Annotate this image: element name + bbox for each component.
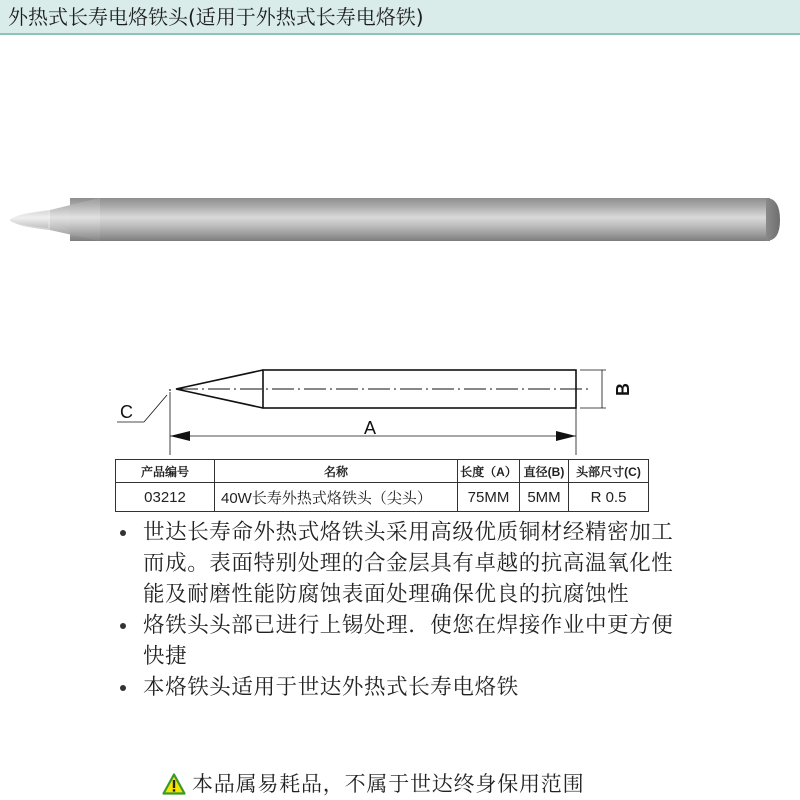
spec-table <box>115 459 649 512</box>
page-title: 外热式长寿电烙铁头(适用于外热式长寿电烙铁) <box>8 5 424 29</box>
bullet-icon <box>120 685 126 691</box>
consumable-notice <box>162 770 584 798</box>
table-row <box>116 483 649 512</box>
label-b: B <box>613 383 633 396</box>
list-item-text: 世达长寿命外热式烙铁头采用高级优质铜材经精密加工而成。表面特别处理的合金层具有卓越的抗高温氧化性能及耐磨性能防腐蚀表面处理确保优良的抗腐蚀性 <box>143 520 674 607</box>
col-header-length: 长度（A） <box>458 460 520 483</box>
list-item <box>115 517 685 610</box>
notice-text: 本品属易耗品，不属于世达终身保用范围 <box>192 772 585 796</box>
cell-name: 40W长寿外热式烙铁头（尖头） <box>215 483 458 512</box>
list-item <box>115 610 685 672</box>
label-c: C <box>120 402 133 422</box>
list-item-text: 本烙铁头适用于世达外热式长寿电烙铁 <box>143 675 519 700</box>
table-header-row <box>116 460 649 483</box>
bullet-icon <box>120 623 126 629</box>
feature-list <box>115 517 685 703</box>
label-a: A <box>364 418 377 438</box>
col-header-name: 名称 <box>215 460 458 483</box>
warning-icon <box>162 773 186 795</box>
list-item <box>115 672 685 703</box>
technical-drawing <box>100 355 680 455</box>
cell-diameter: 5MM <box>520 483 569 512</box>
col-header-product-code: 产品编号 <box>116 460 215 483</box>
cell-product-code: 03212 <box>116 483 215 512</box>
col-header-diameter: 直径(B) <box>520 460 569 483</box>
cell-length: 75MM <box>458 483 520 512</box>
bullet-icon <box>120 530 126 536</box>
header-bar <box>0 0 800 35</box>
soldering-tip-photo <box>0 190 800 250</box>
list-item-text: 烙铁头头部已进行上锡处理．使您在焊接作业中更方便快捷 <box>143 613 674 669</box>
cell-head-size: R 0.5 <box>569 483 649 512</box>
col-header-head-size: 头部尺寸(C) <box>569 460 649 483</box>
